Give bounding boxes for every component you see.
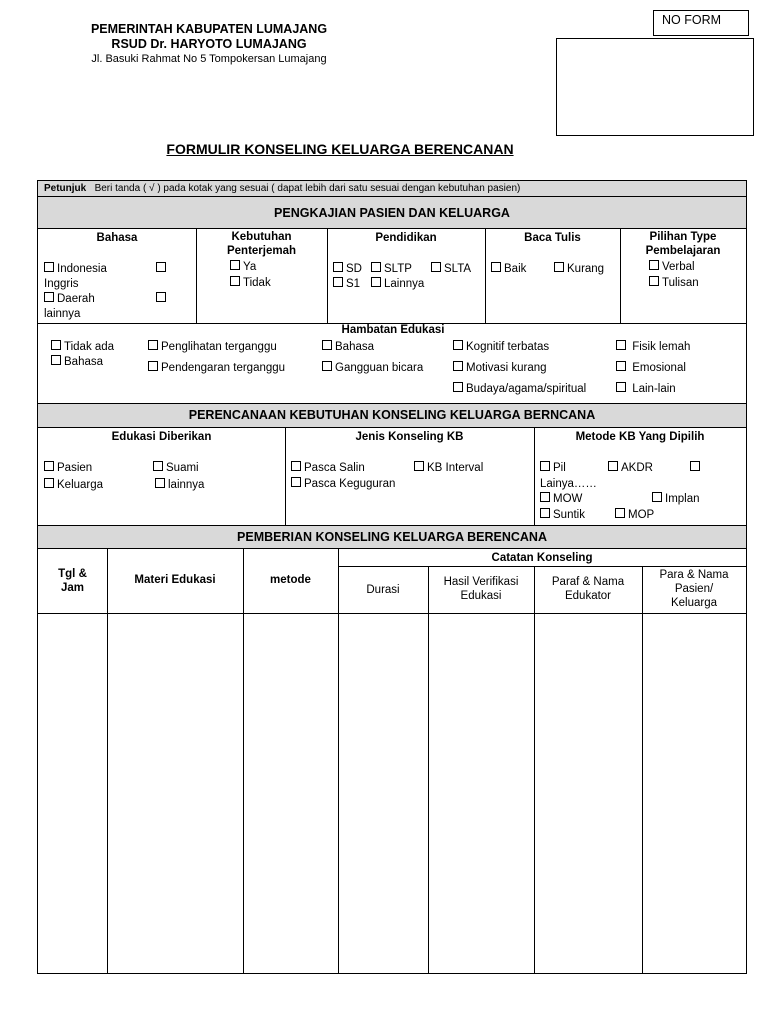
col-paraf-edukator: Paraf & Nama Edukator [551,576,625,602]
pendidikan-s1-option[interactable]: S1 [333,277,360,291]
pendidikan-heading: Pendidikan [375,232,437,244]
metode-lainya-checkbox[interactable] [690,461,703,475]
durasi-entry-cell[interactable] [339,614,428,973]
government-name: PEMERINTAH KABUPATEN LUMAJANG [90,22,328,36]
section3-header [37,525,747,549]
form-title: FORMULIR KONSELING KELUARGA BERENCANAN [166,141,514,157]
hambatan-gangguan-bicara[interactable]: Gangguan bicara [322,361,423,375]
metode-mow-option[interactable]: MOW [540,492,582,506]
petunjuk-row [37,180,747,197]
hambatan-lain-lain[interactable]: Lain-lain [616,382,676,396]
section1-body [37,228,747,324]
pilihan-verbal-option[interactable]: Verbal [649,260,695,274]
jenis-konseling-heading: Jenis Konseling KB [355,431,464,443]
para-entry-cell[interactable] [643,614,746,973]
pilihan-type-heading: Pilihan Type Pembelajaran [645,231,721,257]
checkbox-icon[interactable] [44,292,54,302]
metode-implan-option[interactable]: Implan [652,492,700,506]
metode-suntik-option[interactable]: Suntik [540,508,585,522]
checkbox-icon[interactable] [156,292,166,302]
checkbox-icon[interactable] [371,262,381,272]
kebutuhan-heading: Kebutuhan Penterjemah [226,231,297,257]
hambatan-edukasi-section [37,323,747,404]
hospital-header [40,22,378,66]
edukasi-suami-option[interactable]: Suami [153,461,199,475]
edukasi-pasien-option[interactable]: Pasien [44,461,92,475]
bahasa-indonesia-option[interactable]: Indonesia [44,262,107,276]
jenis-pasca-keguguran-option[interactable]: Pasca Keguguran [291,477,395,491]
section1-header [37,196,747,229]
col-hasil-verifikasi: Hasil Verifikasi Edukasi [443,576,519,602]
petunjuk-label: Petunjuk [44,183,87,194]
col-para-pasien-keluarga: Para & Nama Pasien/ Keluarga [659,569,729,609]
col-metode: metode [270,574,311,586]
hambatan-pendengaran[interactable]: Pendengaran terganggu [148,361,285,375]
pendidikan-sltp-option[interactable]: SLTP [371,262,412,276]
checkbox-icon[interactable] [153,461,163,471]
checkbox-icon[interactable] [51,355,61,365]
checkbox-icon[interactable] [616,382,626,392]
edukasi-keluarga-option[interactable]: Keluarga [44,478,103,492]
checkbox-icon[interactable] [371,277,381,287]
checkbox-icon[interactable] [616,340,626,350]
metode-entry-cell[interactable] [244,614,338,973]
checkbox-icon[interactable] [322,340,332,350]
no-form-label: NO FORM [653,10,749,36]
hasil-entry-cell[interactable] [429,614,534,973]
jenis-kb-interval-option[interactable]: KB Interval [414,461,483,475]
hambatan-tidak-ada[interactable]: Tidak ada [51,340,114,354]
checkbox-icon[interactable] [333,262,343,272]
paraf-entry-cell[interactable] [535,614,642,973]
hambatan-heading: Hambatan Edukasi [341,324,445,336]
baca-baik-option[interactable]: Baik [491,262,526,276]
checkbox-icon[interactable] [291,461,301,471]
checkbox-icon[interactable] [44,478,54,488]
checkbox-icon[interactable] [616,361,626,371]
checkbox-icon[interactable] [652,492,662,502]
checkbox-icon[interactable] [291,477,301,487]
hambatan-bahasa-1[interactable]: Bahasa [51,355,103,369]
checkbox-icon[interactable] [615,508,625,518]
tgl-jam-entry-cell[interactable] [38,614,107,973]
catatan-konseling-heading: Catatan Konseling [491,552,593,564]
checkbox-icon[interactable] [156,262,166,272]
materi-entry-cell[interactable] [108,614,243,973]
bahasa-lainnya-checkbox[interactable] [156,292,169,306]
checkbox-icon[interactable] [230,260,240,270]
hambatan-bahasa-2[interactable]: Bahasa [322,340,374,354]
edukasi-diberikan-heading: Edukasi Diberikan [111,431,212,443]
hambatan-motivasi[interactable]: Motivasi kurang [453,361,547,375]
checkbox-icon[interactable] [690,461,700,471]
section2-header [37,403,747,428]
checkbox-icon[interactable] [554,262,564,272]
checkbox-icon[interactable] [491,262,501,272]
checkbox-icon[interactable] [540,461,550,471]
jenis-pasca-salin-option[interactable]: Pasca Salin [291,461,365,475]
patient-id-box[interactable] [556,38,754,136]
hospital-address: Jl. Basuki Rahmat No 5 Tompokersan Lumajang [91,53,327,65]
section2-title: PERENCANAAN KEBUTUHAN KONSELING KELUARGA BERNCANA [188,408,596,422]
bahasa-heading: Bahasa [96,232,138,244]
checkbox-icon[interactable] [148,361,158,371]
bahasa-daerah-option[interactable]: Daerah [44,292,95,306]
checkbox-icon[interactable] [333,277,343,287]
col-materi-edukasi: Materi Edukasi [134,574,216,586]
metode-pil-option[interactable]: Pil [540,461,566,475]
hambatan-penglihatan[interactable]: Penglihatan terganggu [148,340,277,354]
section1-title: PENGKAJIAN PASIEN DAN KELUARGA [274,206,510,220]
section3-title: PEMBERIAN KONSELING KELUARGA BERENCANA [237,530,547,544]
checkbox-icon[interactable] [649,260,659,270]
metode-kb-heading: Metode KB Yang Dipilih [575,431,705,443]
bahasa-inggris-checkbox[interactable] [156,262,169,276]
kebutuhan-ya-option[interactable]: Ya [230,260,256,274]
bahasa-lainnya-label: lainnya [44,308,81,320]
checkbox-icon[interactable] [230,276,240,286]
hambatan-emosional[interactable]: Emosional [616,361,686,375]
checkbox-icon[interactable] [453,361,463,371]
checkbox-icon[interactable] [453,382,463,392]
konseling-table [37,548,747,974]
pendidikan-sd-option[interactable]: SD [333,262,362,276]
kebutuhan-tidak-option[interactable]: Tidak [230,276,271,290]
checkbox-icon[interactable] [540,508,550,518]
checkbox-icon[interactable] [155,478,165,488]
metode-mop-option[interactable]: MOP [615,508,654,522]
petunjuk-text: Beri tanda ( √ ) pada kotak yang sesuai ( dapat lebih dari satu sesuai dengan kebutuhan pasien) [94,183,521,194]
pendidikan-slta-option[interactable]: SLTA [431,262,471,276]
metode-akdr-option[interactable]: AKDR [608,461,653,475]
checkbox-icon[interactable] [540,492,550,502]
checkbox-icon[interactable] [322,361,332,371]
section2-body [37,427,747,526]
checkbox-icon[interactable] [649,276,659,286]
hambatan-kognitif[interactable]: Kognitif terbatas [453,340,549,354]
baca-kurang-option[interactable]: Kurang [554,262,604,276]
checkbox-icon[interactable] [44,461,54,471]
checkbox-icon[interactable] [608,461,618,471]
pilihan-tulisan-option[interactable]: Tulisan [649,276,699,290]
pendidikan-lainnya-option[interactable]: Lainnya [371,277,424,291]
hambatan-fisik-lemah[interactable]: Fisik lemah [616,340,690,354]
col-tgl-jam: Tgl & Jam [58,568,87,594]
hospital-name: RSUD Dr. HARYOTO LUMAJANG [111,37,307,51]
checkbox-icon[interactable] [44,262,54,272]
checkbox-icon[interactable] [51,340,61,350]
edukasi-lainnya-option[interactable]: lainnya [155,478,204,492]
col-durasi: Durasi [366,584,400,596]
bahasa-inggris-label: Inggris [44,278,79,290]
metode-lainya-label: Lainya…… [540,478,597,490]
checkbox-icon[interactable] [148,340,158,350]
hambatan-budaya[interactable]: Budaya/agama/spiritual [453,382,586,396]
checkbox-icon[interactable] [431,262,441,272]
baca-tulis-heading: Baca Tulis [524,232,581,244]
checkbox-icon[interactable] [453,340,463,350]
checkbox-icon[interactable] [414,461,424,471]
